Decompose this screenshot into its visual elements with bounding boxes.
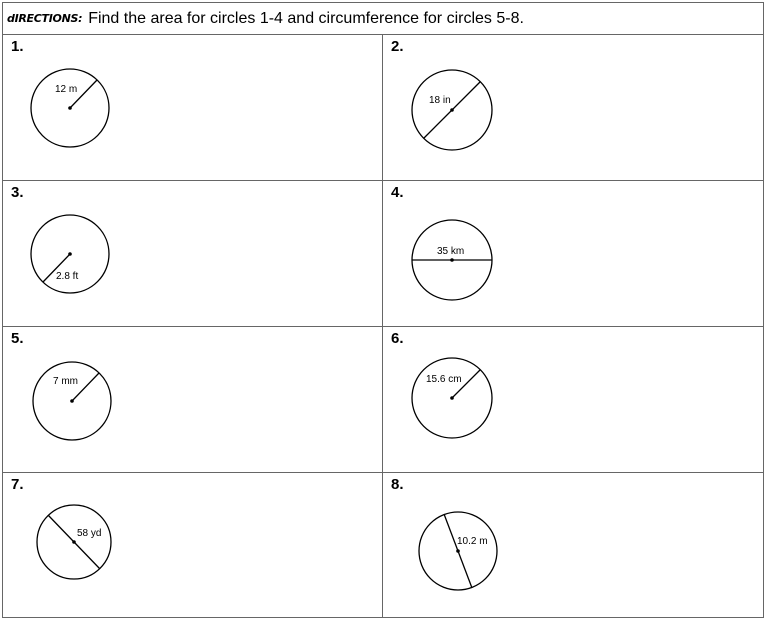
problem-7	[3, 473, 383, 618]
circle-figure	[3, 181, 383, 327]
directions-bar	[3, 3, 763, 35]
problem-number: 3.	[11, 184, 24, 201]
problem-number: 8.	[391, 476, 404, 493]
measure-label: 18 in	[429, 95, 451, 106]
center-point	[456, 549, 460, 553]
problem-grid	[3, 35, 763, 618]
worksheet	[2, 2, 764, 618]
problem-1	[3, 35, 383, 181]
measure-label: 12 m	[55, 84, 78, 95]
measure-label: 58 yd	[77, 528, 102, 539]
problem-number: 7.	[11, 476, 24, 493]
center-point	[450, 396, 454, 400]
directions-text: Find the area for circles 1-4 and circumference for circles 5-8.	[88, 9, 524, 27]
problem-3	[3, 181, 383, 327]
center-point	[70, 399, 74, 403]
measure-label: 2.8 ft	[56, 271, 79, 282]
circle-figure	[3, 473, 383, 618]
problem-number: 2.	[391, 38, 404, 55]
center-point	[68, 252, 72, 256]
problem-6	[383, 327, 763, 473]
circle-figure	[383, 327, 763, 473]
problem-number: 4.	[391, 184, 404, 201]
problem-number: 1.	[11, 38, 24, 55]
measure-label: 35 km	[437, 246, 465, 257]
center-point	[450, 108, 454, 112]
circle-figure	[3, 35, 383, 181]
circle-figure	[383, 35, 763, 181]
circle-figure	[383, 181, 763, 327]
problem-8	[383, 473, 763, 618]
problem-number: 5.	[11, 330, 24, 347]
problem-2	[383, 35, 763, 181]
center-point	[72, 540, 76, 544]
circle-figure	[3, 327, 383, 473]
directions-label: dIRECTIONS:	[7, 12, 83, 25]
circle-figure	[383, 473, 763, 618]
problem-number: 6.	[391, 330, 404, 347]
measure-label: 7 mm	[53, 376, 78, 387]
center-point	[68, 106, 72, 110]
measure-label: 15.6 cm	[426, 374, 462, 385]
problem-4	[383, 181, 763, 327]
problem-5	[3, 327, 383, 473]
measure-label: 10.2 m	[457, 536, 488, 547]
center-point	[450, 258, 454, 262]
